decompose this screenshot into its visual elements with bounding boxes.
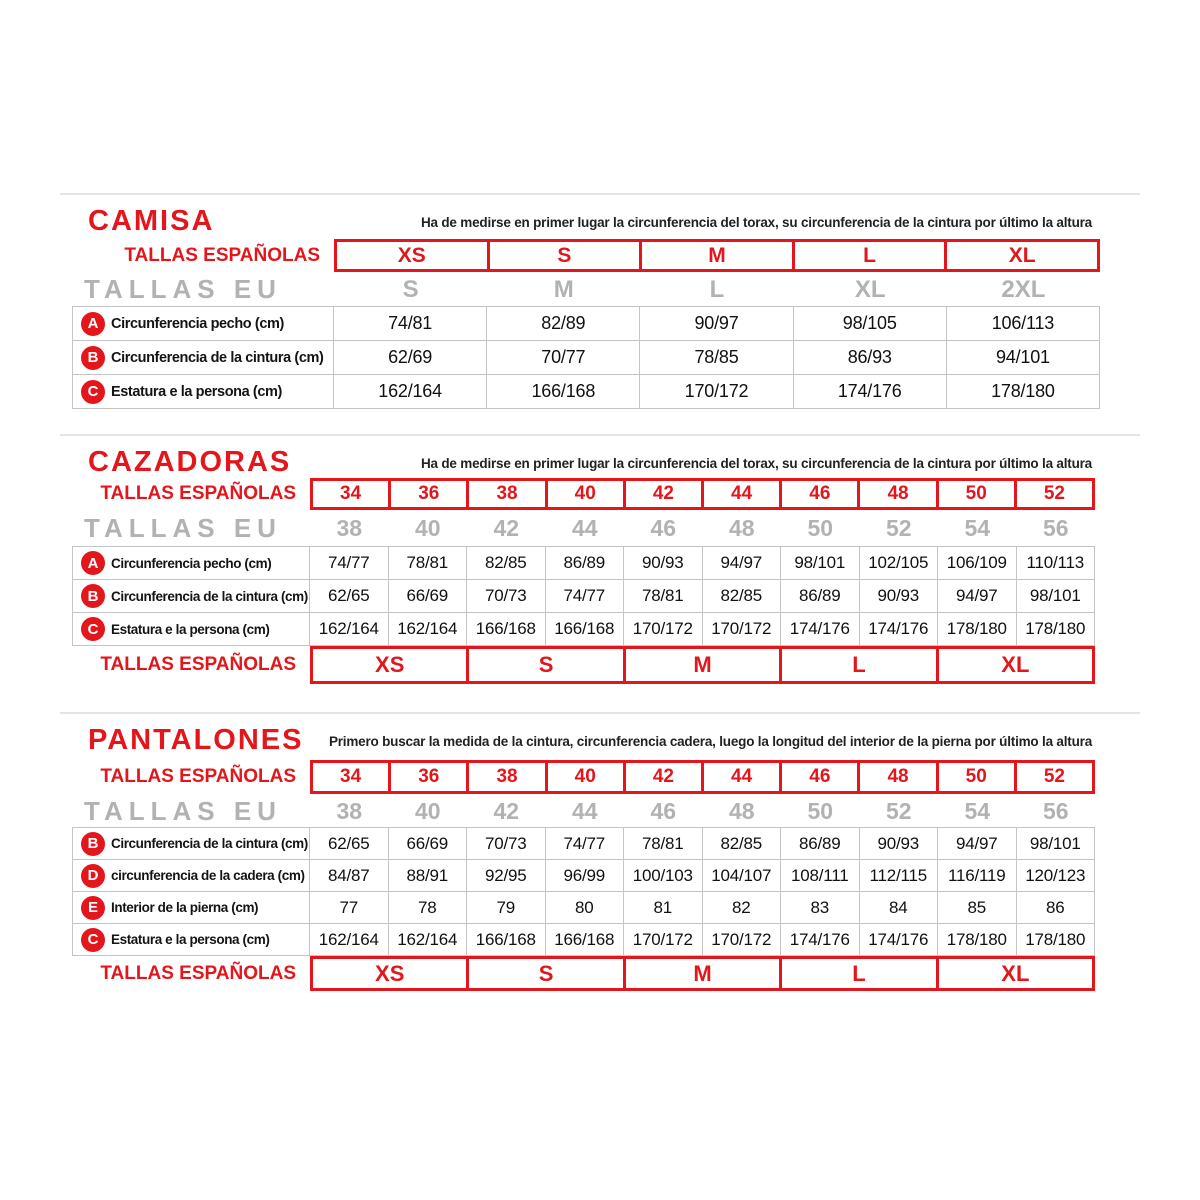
value-cell: 88/91 xyxy=(388,859,468,892)
value-cell: 98/101 xyxy=(1016,579,1096,613)
spanish-size-span-cell: S xyxy=(466,646,625,684)
spanish-size-cell: 48 xyxy=(857,478,938,510)
value-cell: 110/113 xyxy=(1016,546,1096,580)
value-cell: 170/172 xyxy=(702,923,782,956)
value-cell: 174/176 xyxy=(859,923,939,956)
measure-label-cell xyxy=(72,306,334,341)
spanish-size-span-cell: XS xyxy=(310,646,469,684)
value-cell: 66/69 xyxy=(388,579,468,613)
spanish-size-cell: 34 xyxy=(310,760,391,794)
measure-label: Interior de la pierna (cm) xyxy=(111,900,259,915)
tallas-eu-label: TALLAS EU xyxy=(84,274,282,304)
tallas-espanolas-label: TALLAS ESPAÑOLAS xyxy=(100,654,296,675)
value-cell: 84/87 xyxy=(309,859,389,892)
eu-size-cell: M xyxy=(553,275,574,303)
value-cell: 94/97 xyxy=(702,546,782,580)
eu-size-cell: 54 xyxy=(964,515,991,541)
measure-row xyxy=(72,859,1095,892)
measure-row xyxy=(72,923,1095,956)
eu-size-cell: 38 xyxy=(336,515,363,541)
value-cell: 82 xyxy=(702,891,782,924)
measure-letter-badge: C xyxy=(81,617,105,641)
measure-letter-badge: C xyxy=(81,380,105,404)
measure-letter-badge: E xyxy=(81,896,105,920)
value-cell: 174/176 xyxy=(859,612,939,646)
eu-size-cell: 46 xyxy=(650,515,677,541)
eu-size-cell: 42 xyxy=(493,797,520,824)
spanish-size-cell: 36 xyxy=(388,760,469,794)
value-cell: 82/85 xyxy=(466,546,546,580)
value-cell: 178/180 xyxy=(1016,612,1096,646)
tallas-eu-label: TALLAS EU xyxy=(84,513,282,543)
spanish-size-cell: 42 xyxy=(623,478,704,510)
section-pantalones xyxy=(60,712,1140,991)
eu-size-cell: 50 xyxy=(807,515,834,541)
measure-label-cell xyxy=(72,579,310,613)
value-cell: 174/176 xyxy=(780,612,860,646)
section-header xyxy=(60,712,1140,760)
value-cell: 94/101 xyxy=(946,340,1100,375)
value-cell: 77 xyxy=(309,891,389,924)
value-cell: 170/172 xyxy=(702,612,782,646)
eu-size-cell: 2XL xyxy=(1001,275,1046,303)
spanish-size-cell: 50 xyxy=(936,760,1017,794)
value-cell: 98/101 xyxy=(780,546,860,580)
value-cell: 162/164 xyxy=(388,612,468,646)
value-cell: 174/176 xyxy=(780,923,860,956)
spanish-size-span-cell: XS xyxy=(310,956,469,991)
section-header xyxy=(60,193,1140,239)
value-cell: 70/77 xyxy=(486,340,640,375)
measure-label: Estatura e la persona (cm) xyxy=(111,932,270,947)
value-cell: 178/180 xyxy=(946,374,1100,409)
measure-label-cell xyxy=(72,827,310,860)
value-cell: 102/105 xyxy=(859,546,939,580)
eu-sizes-row xyxy=(72,794,1095,828)
eu-size-cell: 38 xyxy=(336,797,363,824)
section-description: Ha de medirse en primer lugar la circunferencia del torax, su circunferencia de la cintura por último la altura xyxy=(420,456,1092,471)
value-cell: 178/180 xyxy=(937,923,1017,956)
spanish-size-cell: 34 xyxy=(310,478,391,510)
value-cell: 66/69 xyxy=(388,827,468,860)
eu-size-cell: 56 xyxy=(1042,797,1069,824)
measure-letter-badge: B xyxy=(81,832,105,856)
value-cell: 86/89 xyxy=(780,827,860,860)
spanish-size-cell: 48 xyxy=(857,760,938,794)
spanish-size-cell: 44 xyxy=(701,760,782,794)
measure-label: Estatura e la persona (cm) xyxy=(111,383,282,400)
spanish-size-cell: 36 xyxy=(388,478,469,510)
value-cell: 78/81 xyxy=(623,827,703,860)
spanish-size-span-cell: S xyxy=(466,956,625,991)
value-cell: 86 xyxy=(1016,891,1096,924)
section-cazadoras xyxy=(60,434,1140,684)
size-table xyxy=(72,239,1100,409)
eu-size-cell: 42 xyxy=(493,515,520,541)
spanish-sizes-row xyxy=(72,478,1095,510)
value-cell: 166/168 xyxy=(545,923,625,956)
value-cell: 166/168 xyxy=(466,612,546,646)
value-cell: 100/103 xyxy=(623,859,703,892)
tallas-espanolas-label: TALLAS ESPAÑOLAS xyxy=(100,766,296,787)
measure-row xyxy=(72,340,1100,375)
eu-sizes-row xyxy=(72,510,1095,547)
eu-size-cell: 40 xyxy=(414,797,441,824)
measure-letter-badge: D xyxy=(81,864,105,888)
eu-size-cell: 54 xyxy=(964,797,991,824)
value-cell: 78/81 xyxy=(388,546,468,580)
section-description: Primero buscar la medida de la cintura, circunferencia cadera, luego la longitud del interior de la pierna por último la altura xyxy=(328,734,1092,749)
measure-row xyxy=(72,827,1095,860)
spanish-size-cell: 46 xyxy=(779,760,860,794)
value-cell: 92/95 xyxy=(466,859,546,892)
spanish-size-cell: M xyxy=(639,239,795,272)
value-cell: 82/89 xyxy=(486,306,640,341)
value-cell: 96/99 xyxy=(545,859,625,892)
value-cell: 70/73 xyxy=(466,827,546,860)
value-cell: 94/97 xyxy=(937,827,1017,860)
spanish-size-cell: 50 xyxy=(936,478,1017,510)
spanish-sizes-row xyxy=(72,239,1100,272)
value-cell: 178/180 xyxy=(1016,923,1096,956)
value-cell: 74/77 xyxy=(545,827,625,860)
spanish-size-cell: 46 xyxy=(779,478,860,510)
spanish-size-span-cell: XL xyxy=(936,646,1095,684)
value-cell: 170/172 xyxy=(639,374,793,409)
eu-size-cell: 46 xyxy=(650,797,677,824)
eu-size-cell: 52 xyxy=(885,515,912,541)
measure-letter-badge: A xyxy=(81,312,105,336)
value-cell: 90/93 xyxy=(623,546,703,580)
measure-label: Circunferencia pecho (cm) xyxy=(111,315,284,332)
spanish-size-span-cell: M xyxy=(623,646,782,684)
spanish-size-cell: 52 xyxy=(1014,760,1095,794)
value-cell: 81 xyxy=(623,891,703,924)
section-title: CAMISA xyxy=(88,205,215,237)
value-cell: 98/101 xyxy=(1016,827,1096,860)
value-cell: 174/176 xyxy=(793,374,947,409)
spanish-size-span-cell: L xyxy=(779,956,938,991)
value-cell: 162/164 xyxy=(388,923,468,956)
section-title: PANTALONES xyxy=(88,724,304,756)
measure-label: circunferencia de la cadera (cm) xyxy=(111,868,305,883)
tallas-espanolas-label: TALLAS ESPAÑOLAS xyxy=(100,483,296,504)
section-header xyxy=(60,434,1140,478)
value-cell: 116/119 xyxy=(937,859,1017,892)
spanish-size-cell: 38 xyxy=(466,760,547,794)
measure-row xyxy=(72,546,1095,580)
measure-label: Circunferencia de la cintura (cm) xyxy=(111,349,324,366)
value-cell: 70/73 xyxy=(466,579,546,613)
value-cell: 85 xyxy=(937,891,1017,924)
value-cell: 82/85 xyxy=(702,579,782,613)
tallas-espanolas-label: TALLAS ESPAÑOLAS xyxy=(100,962,296,984)
value-cell: 90/93 xyxy=(859,827,939,860)
value-cell: 166/168 xyxy=(466,923,546,956)
spanish-size-cell: 42 xyxy=(623,760,704,794)
spanish-size-cell: L xyxy=(792,239,948,272)
section-camisa xyxy=(60,193,1140,409)
value-cell: 94/97 xyxy=(937,579,1017,613)
value-cell: 90/97 xyxy=(639,306,793,341)
measure-label: Circunferencia de la cintura (cm) xyxy=(111,836,308,851)
value-cell: 162/164 xyxy=(309,923,389,956)
measure-label-cell xyxy=(72,923,310,956)
eu-size-cell: 44 xyxy=(571,797,598,824)
value-cell: 74/81 xyxy=(333,306,487,341)
measure-label: Circunferencia pecho (cm) xyxy=(111,555,272,571)
value-cell: 78/85 xyxy=(639,340,793,375)
value-cell: 90/93 xyxy=(859,579,939,613)
spanish-size-span-cell: L xyxy=(779,646,938,684)
value-cell: 79 xyxy=(466,891,546,924)
value-cell: 74/77 xyxy=(309,546,389,580)
eu-size-cell: L xyxy=(709,275,725,303)
measure-label-cell xyxy=(72,612,310,646)
measure-row xyxy=(72,891,1095,924)
measure-row xyxy=(72,306,1100,341)
value-cell: 166/168 xyxy=(545,612,625,646)
eu-size-cell: S xyxy=(402,275,419,303)
eu-size-cell: 48 xyxy=(728,515,755,541)
spanish-size-cell: 40 xyxy=(545,478,626,510)
value-cell: 106/109 xyxy=(937,546,1017,580)
measure-letter-badge: A xyxy=(81,551,105,575)
spanish-size-span-cell: XL xyxy=(936,956,1095,991)
eu-size-cell: 48 xyxy=(728,797,755,824)
measure-letter-badge: B xyxy=(81,346,105,370)
value-cell: 170/172 xyxy=(623,923,703,956)
value-cell: 162/164 xyxy=(309,612,389,646)
measure-label-cell xyxy=(72,546,310,580)
measure-letter-badge: B xyxy=(81,584,105,608)
measure-label-cell xyxy=(72,859,310,892)
measure-label: Circunferencia de la cintura (cm) xyxy=(111,588,308,604)
value-cell: 106/113 xyxy=(946,306,1100,341)
value-cell: 98/105 xyxy=(793,306,947,341)
value-cell: 84 xyxy=(859,891,939,924)
section-description: Ha de medirse en primer lugar la circunferencia del torax, su circunferencia de la cintura por último la altura xyxy=(420,215,1092,230)
spanish-size-cell: XS xyxy=(334,239,490,272)
spanish-size-span-cell: M xyxy=(623,956,782,991)
value-cell: 86/93 xyxy=(793,340,947,375)
spanish-size-cell: 44 xyxy=(701,478,782,510)
eu-size-cell: 52 xyxy=(885,797,912,824)
eu-size-cell: 40 xyxy=(414,515,441,541)
value-cell: 78 xyxy=(388,891,468,924)
eu-size-cell: 56 xyxy=(1042,515,1069,541)
value-cell: 74/77 xyxy=(545,579,625,613)
size-table xyxy=(72,478,1095,684)
spanish-size-cell: S xyxy=(487,239,643,272)
value-cell: 78/81 xyxy=(623,579,703,613)
value-cell: 80 xyxy=(545,891,625,924)
value-cell: 112/115 xyxy=(859,859,939,892)
spanish-sizes-bottom-row xyxy=(72,646,1095,684)
tallas-eu-label: TALLAS EU xyxy=(84,795,282,826)
measure-row xyxy=(72,374,1100,409)
value-cell: 166/168 xyxy=(486,374,640,409)
measure-label-cell xyxy=(72,891,310,924)
value-cell: 108/111 xyxy=(780,859,860,892)
value-cell: 83 xyxy=(780,891,860,924)
tallas-espanolas-label: TALLAS ESPAÑOLAS xyxy=(124,244,320,266)
spanish-size-cell: XL xyxy=(944,239,1100,272)
value-cell: 178/180 xyxy=(937,612,1017,646)
value-cell: 104/107 xyxy=(702,859,782,892)
value-cell: 62/69 xyxy=(333,340,487,375)
value-cell: 162/164 xyxy=(333,374,487,409)
measure-label-cell xyxy=(72,340,334,375)
value-cell: 62/65 xyxy=(309,827,389,860)
spanish-size-cell: 38 xyxy=(466,478,547,510)
eu-size-cell: XL xyxy=(854,275,886,303)
value-cell: 120/123 xyxy=(1016,859,1096,892)
measure-row xyxy=(72,579,1095,613)
spanish-sizes-row xyxy=(72,760,1095,794)
value-cell: 82/85 xyxy=(702,827,782,860)
spanish-size-cell: 40 xyxy=(545,760,626,794)
eu-size-cell: 50 xyxy=(807,797,834,824)
spanish-size-cell: 52 xyxy=(1014,478,1095,510)
measure-row xyxy=(72,612,1095,646)
value-cell: 62/65 xyxy=(309,579,389,613)
size-table xyxy=(72,760,1095,991)
measure-label: Estatura e la persona (cm) xyxy=(111,621,270,637)
measure-letter-badge: C xyxy=(81,928,105,952)
measure-label-cell xyxy=(72,374,334,409)
value-cell: 86/89 xyxy=(545,546,625,580)
value-cell: 86/89 xyxy=(780,579,860,613)
spanish-sizes-bottom-row xyxy=(72,956,1095,991)
section-title: CAZADORAS xyxy=(88,446,292,478)
eu-sizes-row xyxy=(72,272,1100,307)
value-cell: 170/172 xyxy=(623,612,703,646)
eu-size-cell: 44 xyxy=(571,515,598,541)
